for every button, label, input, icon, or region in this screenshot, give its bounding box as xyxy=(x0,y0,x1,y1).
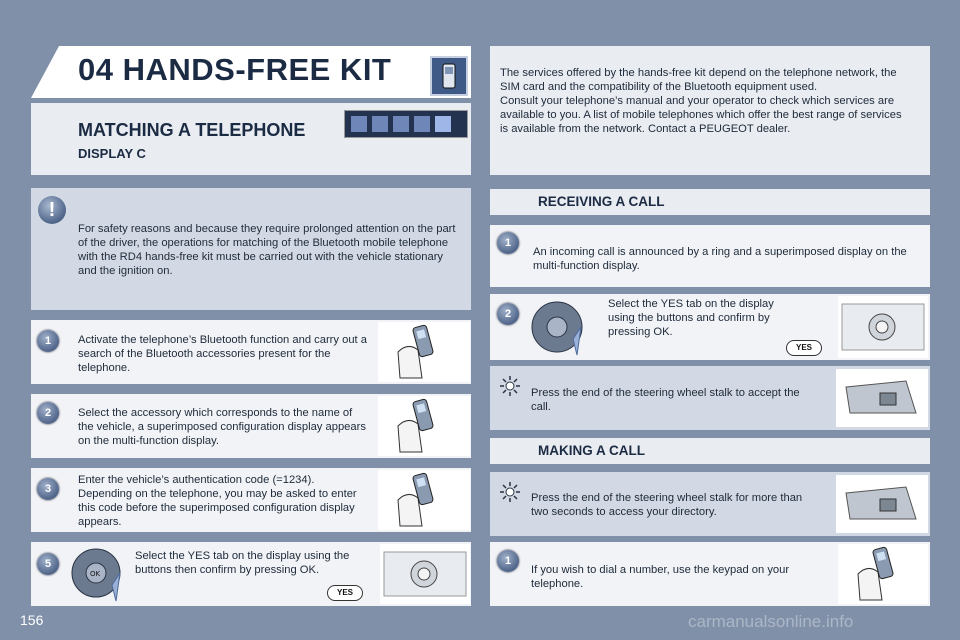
warning-text: For safety reasons and because they require prolonged attention on the part of the driver, the operations for matching of the Bluetooth mobile telephone with the RD4 hands-free kit must be carried out with the vehicle stationary and the ignition on. xyxy=(78,223,456,277)
step-text: Activate the telephone’s Bluetooth function and carry out a search of the Bluetooth accessories present for the telephone. xyxy=(78,334,367,374)
stalk-press-icon xyxy=(499,481,521,503)
phone-icon xyxy=(432,58,466,94)
section-title: MATCHING A TELEPHONE xyxy=(78,120,306,140)
display-c-icon xyxy=(344,110,468,138)
phone-icon-box xyxy=(430,56,468,96)
step-text: Press the end of the steering wheel stalk for more than two seconds to access your directory. xyxy=(531,492,803,518)
step-text: Select the YES tab on the display using the buttons and confirm by pressing OK. xyxy=(608,298,774,338)
step-number: 5 xyxy=(37,553,59,575)
page-title: 04 HANDS-FREE KIT xyxy=(78,52,392,87)
step-number: 2 xyxy=(37,402,59,424)
ok-dial-icon xyxy=(527,297,589,357)
steering-stalk-icon xyxy=(836,475,928,533)
receiving-heading-bar xyxy=(490,189,930,215)
radio-panel-image xyxy=(838,296,928,358)
hand-phone-image xyxy=(378,470,470,530)
making-heading: MAKING A CALL xyxy=(538,443,645,458)
radio-panel-image xyxy=(380,544,470,604)
stalk-image xyxy=(836,369,928,427)
step-text: Press the end of the steering wheel stalk to accept the call. xyxy=(531,387,800,413)
step-number: 3 xyxy=(37,478,59,500)
receiving-heading: RECEIVING A CALL xyxy=(538,194,665,209)
step-number: 2 xyxy=(497,303,519,325)
warning-icon: ! xyxy=(38,196,66,224)
phone-in-hand-icon xyxy=(838,544,928,604)
intro-text: The services offered by the hands-free kit depend on the telephone network, the SIM card and the compatibility of the Bluetooth equipment used. Consult your telephone’s manual and your operator to check which services are available to you. A list of mobile telephones which offer the best range of services is available from the network. Contact a PEUGEOT dealer. xyxy=(500,67,902,135)
ok-dial-icon xyxy=(68,545,128,603)
hand-phone-image xyxy=(378,322,470,382)
yes-tab-icon: YES xyxy=(786,340,822,356)
radio-ok-icon xyxy=(380,544,470,604)
phone-in-hand-icon xyxy=(378,470,470,530)
step-number: 1 xyxy=(37,330,59,352)
section-subtitle: DISPLAY C xyxy=(78,146,146,161)
step-number: 1 xyxy=(497,232,519,254)
hand-phone-image xyxy=(838,544,928,604)
page-number: 156 xyxy=(20,612,44,628)
stalk-press-icon xyxy=(499,375,521,397)
step-text: Enter the vehicle’s authentication code (=1234). Depending on the telephone, you may be asked to enter this code before the superimposed configuration display appears. xyxy=(78,474,357,528)
stalk-image xyxy=(836,475,928,533)
making-heading-bar xyxy=(490,438,930,464)
steering-stalk-icon xyxy=(836,369,928,427)
step-text: If you wish to dial a number, use the keypad on your telephone. xyxy=(531,564,790,590)
yes-tab-icon: YES xyxy=(327,585,363,601)
step-text: Select the YES tab on the display using the buttons then confirm by pressing OK. xyxy=(135,550,350,576)
svg-text:OK: OK xyxy=(90,570,101,578)
step-number: 1 xyxy=(497,550,519,572)
step-text: Select the accessory which corresponds to the name of the vehicle, a superimposed configuration display appears on the multi-function display. xyxy=(78,407,366,447)
phone-in-hand-icon xyxy=(378,396,470,456)
hand-phone-image xyxy=(378,396,470,456)
step-text: An incoming call is announced by a ring and a superimposed display on the multi-function display. xyxy=(533,246,907,272)
watermark: carmanualsonline.info xyxy=(688,612,854,631)
phone-in-hand-icon xyxy=(378,322,470,382)
radio-ok-icon xyxy=(838,296,928,358)
